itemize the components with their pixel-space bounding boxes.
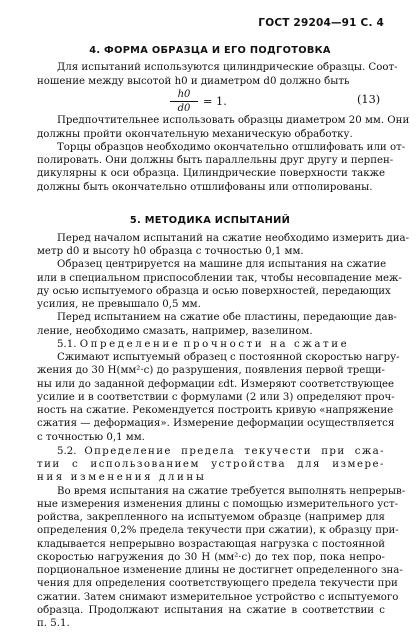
section-4-title: 4. ФОРМА ОБРАЗЦА И ЕГО ПОДГОТОВКА [89, 45, 331, 57]
formula-number: (13) [357, 93, 381, 107]
s52-line10: образца. Продолжают испытания на сжатие в соответствии с [37, 604, 385, 616]
s5-p2-line1: Образец центрируется на машине для испытания на сжатие [57, 259, 387, 271]
s4-p3-line4: должны быть окончательно отшлифованы или отполированы. [37, 181, 373, 193]
subsection-5-2-number: 5.2. [57, 445, 77, 457]
s5-p1-line1: Перед началом испытаний на сжатие необходимо измерить диа- [57, 232, 410, 244]
s52-line8: чения для определения соответствующего предела текучести при [37, 578, 398, 590]
subsection-5-1-heading [57, 338, 385, 351]
s5-p1-line2: метр d0 и высоту h0 образца с точностью 0,1 мм. [37, 246, 304, 257]
subsection-5-1-title-b: прочности на сжатие [183, 338, 350, 350]
s4-p3-line1: Торцы образцов необходимо окончательно отшлифовать или от- [57, 141, 406, 153]
s52-line5: кладывается непрерывно возрастающая нагрузка с постоянной [37, 538, 385, 550]
s4-p1-line1: Для испытаний используются цилиндрические образцы. Соот- [57, 62, 398, 74]
s52-line7: порциональное изменение длины не достигнет определенного зна- [37, 565, 403, 576]
subsection-5-2-title-line1: Определение предела текучести при сжа- [84, 445, 385, 457]
formula-rhs: = 1. [203, 94, 227, 108]
s51-line6: сжатия — деформация». Измерение деформации осуществляется [37, 418, 395, 430]
s4-p3-line3: дикулярны к оси образца. Цилиндрические поверхности также [37, 168, 385, 180]
s52-line11: п. 5.1. [37, 618, 70, 629]
s51-line5: ность на сжатие. Рекомендуется построить кривую «напряжение [37, 405, 394, 416]
s52-line3: ройства, закрепленного на испытуемом образце (например для [37, 512, 385, 523]
s51-line2: жения до 30 Н(мм²·с) до разрушения, появления первой трещи- [37, 365, 385, 377]
s5-p2-line4: усилия, не превышало 0,5 мм. [37, 299, 201, 310]
s52-line9: сжатии. Затем снимают измерительное устройство с испытуемого [37, 591, 399, 603]
s52-line6: скоростью нагружения до 30 Н (мм²·с) до тех пор, пока непро- [37, 551, 385, 563]
subsection-5-1-number: 5.1. [57, 338, 77, 350]
s51-line1: Сжимают испытуемый образец с постоянной скоростью нагру- [57, 352, 400, 363]
s5-p3-line2: ление, необходимо смазать, например, вазелином. [37, 325, 313, 337]
s51-line3: ны или до заданной деформации εdt. Измеряют соответствующее [37, 378, 395, 390]
subsection-5-2-heading-line1 [57, 445, 385, 458]
s5-p3-line1: Перед испытанием на сжатие обе пластины, передающие дав- [57, 312, 397, 324]
page-header: ГОСТ 29204—91 С. 4 [258, 17, 384, 29]
subsection-5-1-title-a: Определение [79, 338, 181, 350]
s51-line7: с точностью 0,1 мм. [37, 431, 145, 443]
s52-line1: Во время испытания на сжатие требуется выполнять непрерыв- [57, 485, 406, 497]
s52-line2: ные измерения изменения длины с помощью измерительного уст- [37, 498, 399, 510]
s5-p2-line3: ду осью испытуемого образца и осью поверхностей, передающих [37, 285, 391, 297]
s5-p2-line2: или в специальном приспособлении так, чтобы несовпадение меж- [37, 272, 402, 284]
s4-p2-line1: Предпочтительнее использовать образцы диаметром 20 мм. Они [57, 115, 410, 127]
formula-13 [170, 88, 198, 115]
subsection-5-2-title-line3: ния изменения длины [37, 472, 207, 484]
s52-line4: определения 0,2% предела текучести при сжатии), к образцу при- [37, 525, 399, 537]
s4-p2-line2: должны пройти окончательную механическую обработку. [37, 128, 353, 140]
formula-denominator: d0 [177, 102, 191, 114]
s4-p1-line2: ношение между высотой h0 и диаметром d0 должно быть [37, 75, 350, 87]
subsection-5-2-title-line2: тии с использованием устройства для измере- [37, 458, 385, 470]
s4-p3-line2: полировать. Они должны быть параллельны друг другу и перпен- [37, 155, 394, 166]
section-5-title: 5. МЕТОДИКА ИСПЫТАНИЙ [129, 215, 291, 226]
s51-line4: усилие и в соответствии с формулами (2 или 3) определяют проч- [37, 391, 395, 403]
formula-numerator: h0 [170, 88, 198, 102]
